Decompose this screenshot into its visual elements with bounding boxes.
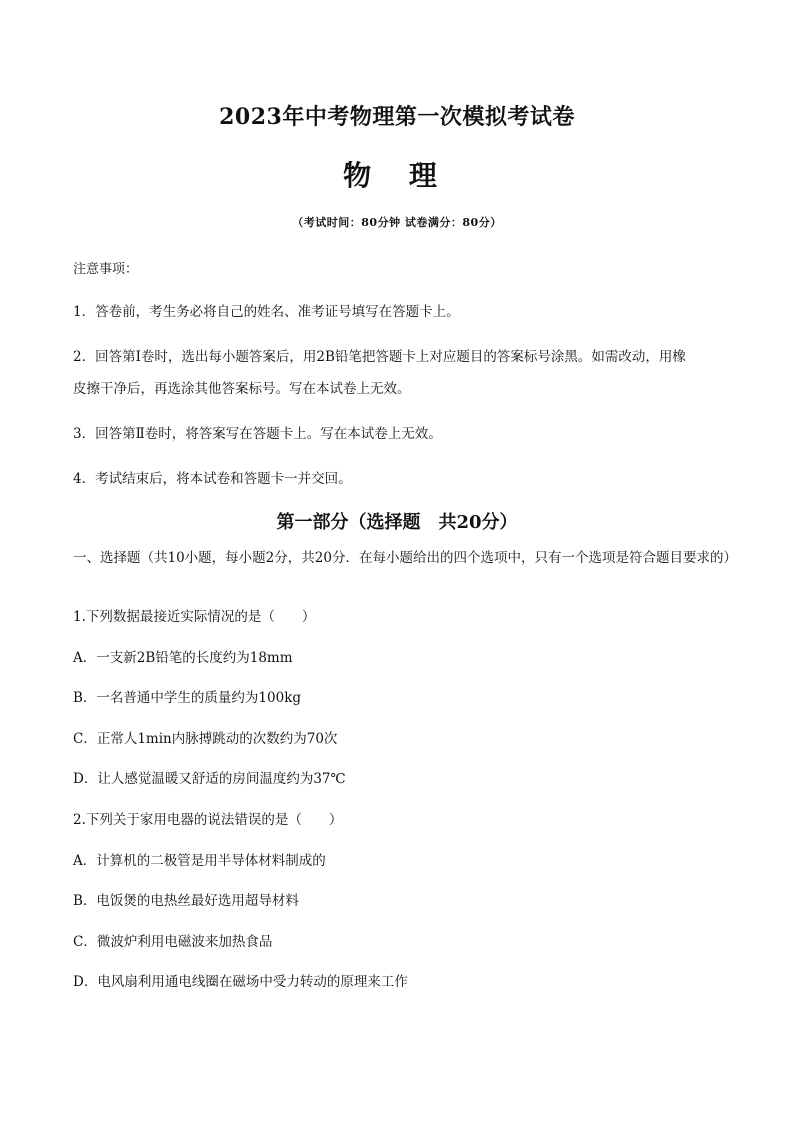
question-2-option-a: A．计算机的二极管是用半导体材料制成的	[73, 853, 326, 869]
notice-item-2: 2．回答第Ⅰ卷时，选出每小题答案后，用2B铅笔把答题卡上对应题目的答案标号涂黑。如需改动，用橡	[73, 349, 686, 365]
notice-item-4: 4．考试结束后，将本试卷和答题卡一并交回。	[73, 471, 352, 487]
question-2-stem: 2.下列关于家用电器的说法错误的是（ ）	[73, 812, 343, 828]
question-1-option-b: B．一名普通中学生的质量约为100kg	[73, 690, 302, 706]
question-2-option-d: D．电风扇利用通电线圈在磁场中受力转动的原理来工作	[73, 974, 408, 990]
question-1-option-d: D．让人感觉温暖又舒适的房间温度约为37℃	[73, 771, 346, 787]
question-1-option-c: C．正常人1min内脉搏跳动的次数约为70次	[73, 731, 338, 747]
part1-instruction: 一、选择题（共10小题，每小题2分，共20分．在每小题给出的四个选项中，只有一个选项是符合题目要求的）	[73, 550, 737, 566]
question-2-option-b: B．电饭煲的电热丝最好选用超导材料	[73, 893, 299, 909]
exam-title: 2023年中考物理第一次模拟考试卷	[219, 104, 575, 130]
question-1-option-a: A．一支新2B铅笔的长度约为18mm	[73, 650, 293, 666]
notice-heading: 注意事项：	[73, 262, 139, 277]
exam-time-score-info: （考试时间：80分钟 试卷满分：80分）	[292, 216, 502, 229]
question-1-stem: 1.下列数据最接近实际情况的是（ ）	[73, 609, 316, 625]
exam-subject: 物 理	[343, 159, 451, 192]
notice-item-1: 1．答卷前，考生务必将自己的姓名、准考证号填写在答题卡上。	[73, 304, 460, 320]
question-2-option-c: C．微波炉利用电磁波来加热食品	[73, 934, 273, 950]
notice-item-3: 3．回答第Ⅱ卷时，将答案写在答题卡上。写在本试卷上无效。	[73, 426, 442, 442]
notice-item-2-cont: 皮擦干净后，再选涂其他答案标号。写在本试卷上无效。	[73, 381, 411, 397]
part1-title: 第一部分（选择题 共20分）	[276, 512, 518, 533]
